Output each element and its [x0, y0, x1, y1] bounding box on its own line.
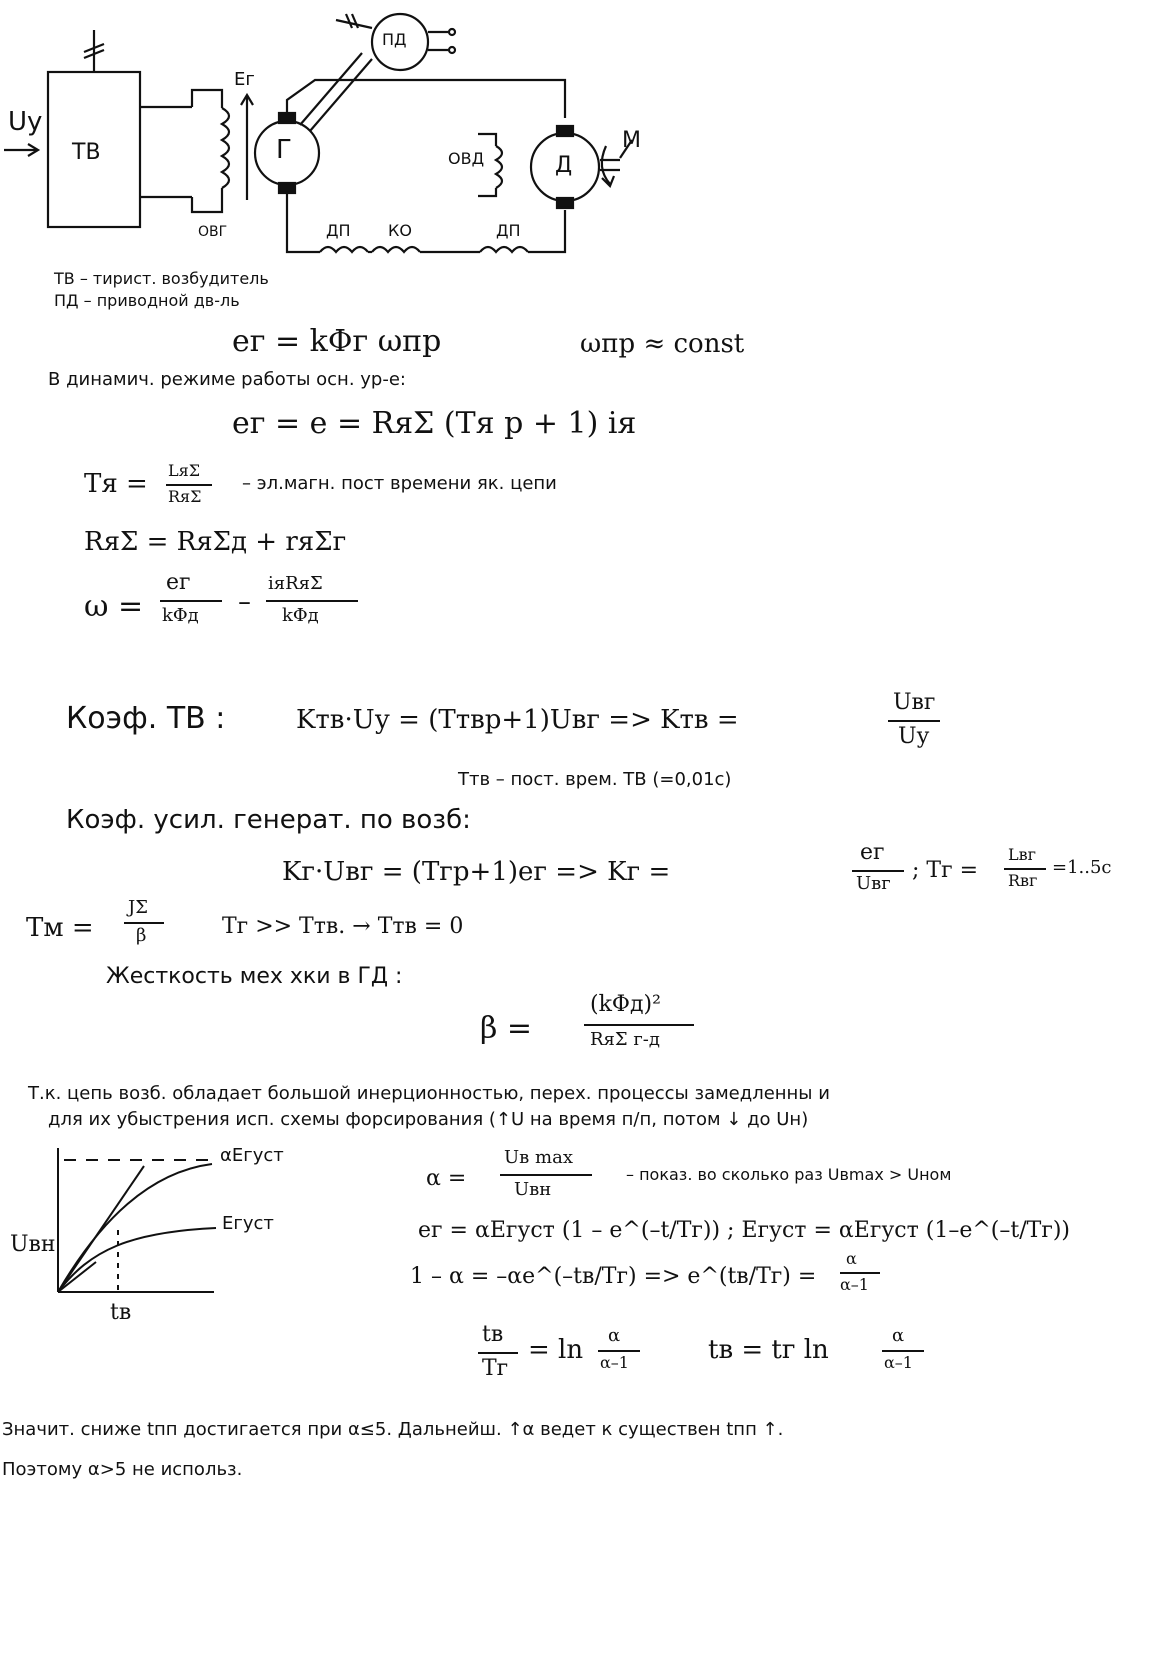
- kg-num: eг: [860, 840, 885, 865]
- tb1-num: tв: [482, 1322, 504, 1347]
- w-lhs: ω =: [84, 589, 144, 624]
- formula-eg: eг = kΦг ωпр: [232, 324, 442, 359]
- ovd-label: ОВД: [448, 149, 485, 168]
- kg-den: Uвг: [856, 873, 891, 894]
- r-sum: RяΣ = RяΣд + rяΣг: [84, 527, 347, 557]
- tg-lhs: ; Tг =: [912, 858, 979, 883]
- w-den1: kΦд: [162, 605, 199, 626]
- dp1-label: ДП: [326, 221, 351, 240]
- kg-eq: Kг·Uвг = (Tгp+1)eг => Kг =: [282, 857, 671, 887]
- tg-val: =1..5c: [1052, 857, 1112, 878]
- om-num: α: [846, 1249, 857, 1268]
- stiffness-text: Жесткость мех хки в ГД :: [106, 964, 403, 989]
- tm-num: JΣ: [128, 897, 148, 918]
- legend-pd: ПД – приводной дв-ль: [54, 291, 240, 310]
- alpha-lhs: α =: [426, 1166, 467, 1191]
- tb1-fd: α–1: [600, 1353, 629, 1372]
- graph-e-ust-label: Eгуст: [222, 1213, 274, 1234]
- om-frac-bar: [840, 1272, 880, 1274]
- tk-line2: для их убыстрения исп. схемы форсирования (↑U на время п/п, потом ↓ до Uн): [48, 1109, 809, 1130]
- ty-num: LяΣ: [168, 461, 201, 480]
- om-den: α–1: [840, 1275, 869, 1294]
- beta-lhs: β =: [480, 1011, 533, 1046]
- tb1-fn: α: [608, 1325, 621, 1346]
- dynamic-mode-text: В динамич. режиме работы осн. ур-е:: [48, 369, 406, 390]
- tb2-fd: α–1: [884, 1353, 913, 1372]
- w-den2: kΦд: [282, 605, 319, 626]
- eg-forcing-eq: eг = αEгуст (1 – e^(–t/Tг)) ; Eгуст = αEгуст (1–e^(–t/Tг)): [418, 1218, 1071, 1243]
- legend-tv: ТВ – тирист. возбудитель: [54, 269, 269, 288]
- alpha-note: – показ. во сколько раз Uвmax > Uном: [626, 1165, 952, 1184]
- kg-label: Коэф. усил. генерат. по возб:: [66, 805, 471, 835]
- ktv-eq: Kтв·Uу = (Tтвp+1)Uвг => Kтв =: [296, 705, 739, 735]
- tb1-rhs: = ln: [528, 1335, 584, 1365]
- tm-den: β: [136, 925, 147, 946]
- tangent-line: [58, 1166, 144, 1292]
- pd-label: ПД: [382, 30, 407, 49]
- ttv-note: Tтв – пост. врем. ТВ (=0,01с): [458, 769, 732, 790]
- dp2-label: ДП: [496, 221, 521, 240]
- formula-wpr: ωпр ≈ const: [580, 329, 745, 359]
- tm-note: Tг >> Tтв. → Tтв = 0: [222, 914, 464, 939]
- m-label: M: [622, 128, 641, 153]
- uy-label: Uу: [8, 107, 43, 137]
- initial-tangent: [58, 1262, 96, 1292]
- beta-num: (kΦд)²: [590, 992, 661, 1017]
- ko-label: КО: [388, 221, 412, 240]
- e-ust-curve: [58, 1228, 216, 1292]
- conclusion-line2: Поэтому α>5 не использ.: [2, 1459, 243, 1480]
- tk-line1: Т.к. цепь возб. обладает большой инерционностью, перех. процессы замедленны и: [28, 1083, 830, 1104]
- tb1-den: Tг: [482, 1356, 509, 1381]
- tb2-ln-bar: [882, 1350, 924, 1352]
- eg-label: Eг: [234, 69, 255, 90]
- alpha-frac-bar: [500, 1174, 592, 1176]
- ovg-label: ОВГ: [198, 224, 228, 240]
- tb2-lhs: tв = tг ln: [708, 1335, 829, 1365]
- tb2-fn: α: [892, 1325, 905, 1346]
- ktv-num: Uвг: [893, 690, 936, 715]
- w-num1: eг: [166, 570, 191, 595]
- ty-den: RяΣ: [168, 487, 202, 506]
- conclusion-line1: Значит. сниже tпп достигается при α≤5. Дальнейш. ↑α ведет к существен tпп ↑.: [2, 1419, 784, 1440]
- w-num2: iяRяΣ: [268, 573, 323, 594]
- graph-alpha-e-label: αEгуст: [220, 1145, 284, 1166]
- ktv-den: Uу: [898, 724, 930, 749]
- d-label: Д: [555, 153, 573, 178]
- ty-note: – эл.магн. пост времени як. цепи: [242, 473, 557, 494]
- tv-label: ТВ: [72, 140, 101, 165]
- tg-den: Rвг: [1008, 871, 1038, 890]
- beta-den: RяΣ г-д: [590, 1029, 660, 1050]
- formula-main: eг = e = RяΣ (Tя p + 1) iя: [232, 406, 637, 441]
- alpha-den: Uвн: [514, 1179, 552, 1200]
- tm-lhs: Tм =: [26, 913, 94, 943]
- graph-uvn-label: Uвн: [10, 1232, 56, 1257]
- graph-tb-label: tв: [110, 1300, 132, 1325]
- ktv-label: Коэф. ТВ :: [66, 701, 226, 736]
- alpha-num: Uв max: [504, 1147, 573, 1168]
- tg-num: Lвг: [1008, 845, 1037, 864]
- one-minus-alpha-eq: 1 – α = –αe^(–tв/Tг) => e^(tв/Tг) =: [410, 1264, 817, 1289]
- tb1-ln-bar: [598, 1350, 640, 1352]
- tb1-frac-bar: [478, 1352, 518, 1354]
- ty-lhs: Tя =: [84, 469, 148, 499]
- g-label: Г: [276, 135, 292, 165]
- w-minus: –: [238, 587, 251, 617]
